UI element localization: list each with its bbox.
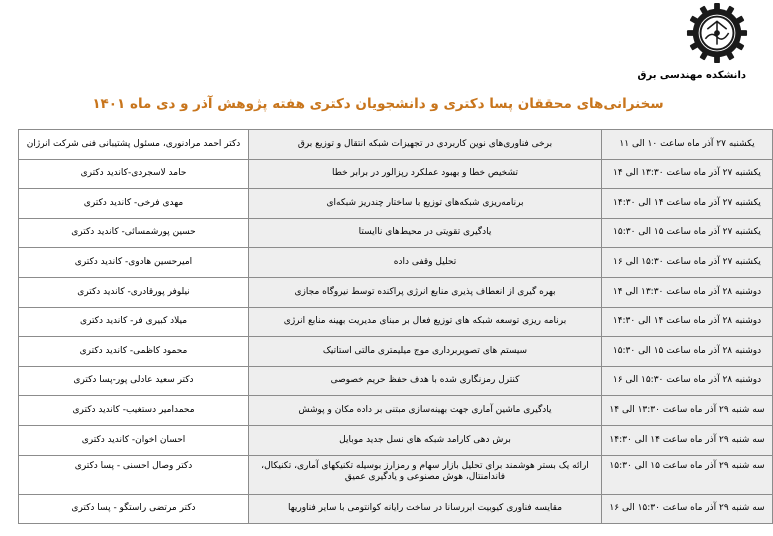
- row-topic: برنامه‌ریزی شبکه‌های توزیع با ساختار چندریز شبکه‌ای: [249, 189, 602, 219]
- table-row: [19, 396, 773, 426]
- row-date: دوشنبه ۲۸ آذر ماه ساعت ۱۳:۳۰ الی ۱۴: [602, 277, 773, 307]
- row-speaker: دکتر احمد مرادنوری، مسئول پشتیبانی فنی شرکت انرژان: [19, 130, 249, 160]
- row-speaker: دکتر سعید عادلی پور-پسا دکتری: [19, 366, 249, 396]
- row-date: یکشنبه ۲۷ آذر ماه ساعت ۱۳:۳۰ الی ۱۴: [602, 159, 773, 189]
- table-row: [19, 218, 773, 248]
- row-speaker: دکتر مرتضی راستگو - پسا دکتری: [19, 494, 249, 524]
- row-topic: یادگیری تقویتی در محیط‌های ناایستا: [249, 218, 602, 248]
- row-topic: برنامه ریزی توسعه شبکه های توزیع فعال بر مبنای مدیریت بهینه منابع انرژی: [249, 307, 602, 337]
- row-date: سه شنبه ۲۹ آذر ماه ساعت ۱۴ الی ۱۴:۳۰: [602, 425, 773, 455]
- row-topic: مقایسه فناوری کیوبیت ابررسانا در ساخت رایانه کوانتومی با سایر فناوریها: [249, 494, 602, 524]
- table-row: [19, 366, 773, 396]
- row-speaker: مهدی فرخی- کاندید دکتری: [19, 189, 249, 219]
- row-date: دوشنبه ۲۸ آذر ماه ساعت ۱۴ الی ۱۴:۳۰: [602, 307, 773, 337]
- row-speaker: حسین پورشمسائی- کاندید دکتری: [19, 218, 249, 248]
- table-row: [19, 455, 773, 494]
- table-row: [19, 425, 773, 455]
- row-topic: برش دهی کارامد شبکه های نسل جدید موبایل: [249, 425, 602, 455]
- table-row: [19, 159, 773, 189]
- row-topic: بهره گیری از انعطاف پذیری منابع انرژی پراکنده توسط نیروگاه مجازی: [249, 277, 602, 307]
- row-topic: برخی فناوری‌های نوین کاربردی در تجهیزات شبکه انتقال و توزیع برق: [249, 130, 602, 160]
- row-date: یکشنبه ۲۷ آذر ماه ساعت ۱۵:۳۰ الی ۱۶: [602, 248, 773, 278]
- row-topic: ارائه یک بستر هوشمند برای تحلیل بازار سهام و رمزارز بوسیله تکنیکهای آماری، تکنیکال، فاندامنتال، هوش مصنوعی و یادگیری عمیق: [249, 455, 602, 494]
- row-topic: یادگیری ماشین آماری جهت بهینه‌سازی مبتنی بر داده مکان و پوشش: [249, 396, 602, 426]
- row-date: سه شنبه ۲۹ آذر ماه ساعت ۱۵:۳۰ الی ۱۶: [602, 494, 773, 524]
- table-row: [19, 248, 773, 278]
- row-date: دوشنبه ۲۸ آذر ماه ساعت ۱۵ الی ۱۵:۳۰: [602, 337, 773, 367]
- row-date: یکشنبه ۲۷ آذر ماه ساعت ۱۴ الی ۱۴:۳۰: [602, 189, 773, 219]
- row-topic: تشخیص خطا و بهبود عملکرد رپزالور در برابر خطا: [249, 159, 602, 189]
- table-row: [19, 277, 773, 307]
- schedule-table: [18, 129, 773, 524]
- row-topic: کنترل رمزنگاری شده با هدف حفظ حریم خصوصی: [249, 366, 602, 396]
- row-speaker: امیرحسین هادوی- کاندید دکتری: [19, 248, 249, 278]
- row-date: دوشنبه ۲۸ آذر ماه ساعت ۱۵:۳۰ الی ۱۶: [602, 366, 773, 396]
- row-date: یکشنبه ۲۷ آذر ماه ساعت ۱۵ الی ۱۵:۳۰: [602, 218, 773, 248]
- row-date: سه شنبه ۲۹ آذر ماه ساعت ۱۳:۳۰ الی ۱۴: [602, 396, 773, 426]
- row-speaker: نیلوفر پورقادری- کاندید دکتری: [19, 277, 249, 307]
- row-speaker: میلاد کبیری فر- کاندید دکتری: [19, 307, 249, 337]
- table-row: [19, 189, 773, 219]
- row-speaker: محمدامیر دستغیب- کاندید دکتری: [19, 396, 249, 426]
- row-date: یکشنبه ۲۷ آذر ماه ساعت ۱۰ الی ۱۱: [602, 130, 773, 160]
- row-date: سه شنبه ۲۹ آذر ماه ساعت ۱۵ الی ۱۵:۳۰: [602, 455, 773, 494]
- department-name: دانشکده مهندسی برق: [637, 70, 746, 81]
- table-row: [19, 337, 773, 367]
- table-row: [19, 130, 773, 160]
- row-speaker: احسان اخوان- کاندید دکتری: [19, 425, 249, 455]
- university-gear-logo: [686, 2, 748, 64]
- row-speaker: دکتر وصال احسنی - پسا دکتری: [19, 455, 249, 494]
- table-row: [19, 494, 773, 524]
- table-row: [19, 307, 773, 337]
- row-topic: سیستم های تصویربرداری موج میلیمتری مالتی استاتیک: [249, 337, 602, 367]
- row-topic: تحلیل وقفی داده: [249, 248, 602, 278]
- row-speaker: محمود کاظمی- کاندید دکتری: [19, 337, 249, 367]
- page-title: سخنرانی‌های محققان پسا دکتری و دانشجویان دکتری هفته پژوهش آذر و دی ماه ۱۴۰۱: [92, 96, 664, 112]
- row-speaker: حامد لاسجردی-کاندید دکتری: [19, 159, 249, 189]
